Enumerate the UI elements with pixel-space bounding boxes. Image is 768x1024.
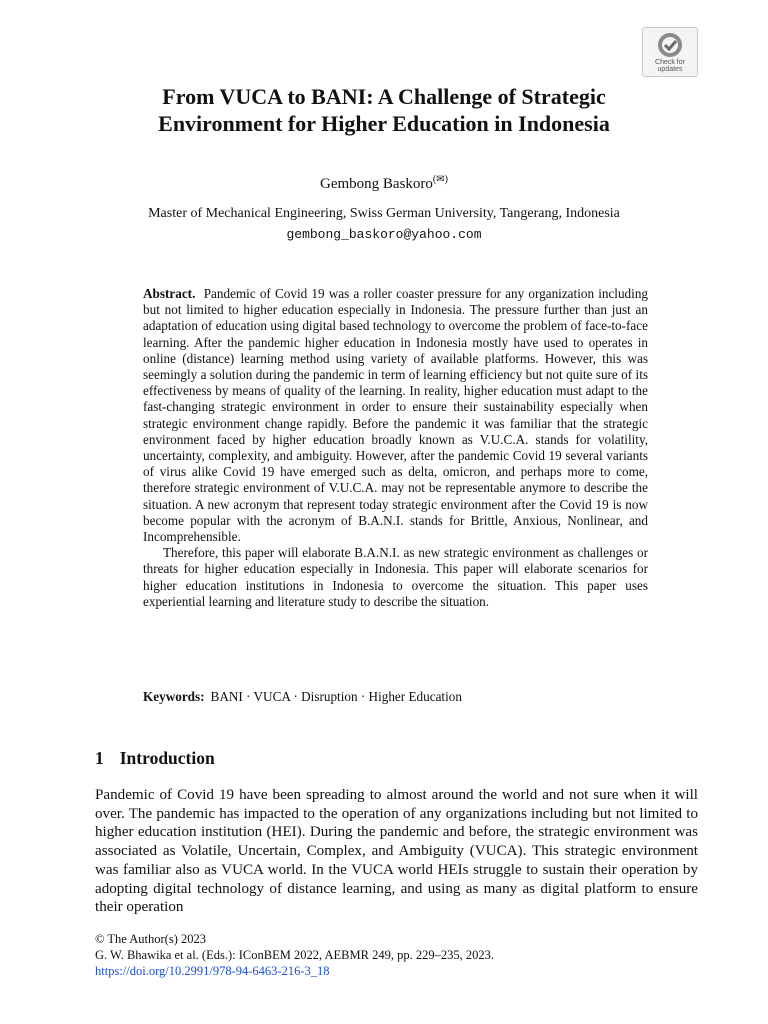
- author-email[interactable]: gembong_baskoro@yahoo.com: [286, 227, 482, 242]
- keywords-label: Keywords:: [143, 689, 205, 704]
- keywords-text: BANI · VUCA · Disruption · Higher Education: [210, 689, 462, 704]
- author-name: Gembong Baskoro: [320, 176, 433, 192]
- citation: G. W. Bhawika et al. (Eds.): IConBEM 2022, AEBMR 249, pp. 229–235, 2023.: [95, 948, 494, 962]
- keywords: [143, 689, 462, 705]
- title-line-2: Environment for Higher Education in Indonesia: [158, 111, 610, 136]
- abstract-paragraph-2: Therefore, this paper will elaborate B.A.N.I. as new strategic environment as challenges or threats for higher education especially in Indonesia. This paper will elaborate scenarios for higher education institutions in Indonesia to overcome the situation. This paper uses experiential learning and literature study to describe the situation.: [143, 545, 648, 609]
- title-line-1: From VUCA to BANI: A Challenge of Strategic: [162, 84, 606, 109]
- check-updates-icon: [656, 31, 684, 59]
- abstract-paragraph-1: [143, 286, 648, 545]
- section-number: 1: [95, 748, 104, 768]
- section-title: Introduction: [119, 748, 215, 768]
- badge-label-1: Check for: [655, 59, 685, 66]
- abstract: [143, 286, 648, 610]
- abstract-label: Abstract.: [143, 286, 196, 301]
- affiliation: Master of Mechanical Engineering, Swiss German University, Tangerang, Indonesia: [148, 206, 620, 221]
- abstract-text-1: Pandemic of Covid 19 was a roller coaster pressure for any organization including but not limited to higher education especially in Indonesia. The pressure further than just an adaptation of education using digital based technology to overcome the problem of face-to-face learning. After the pandemic higher education in Indonesia mostly have used to operates in online (distance) learning method using variety of available platforms. However, this was seemingly a solution during the pandemic in term of learning efficiency but not quite sure of its effectiveness by means of quality of the learning. In reality, higher education must adapt to the fast-changing strategic environment in order to ensure their sustainability especially when strategic environment change rapidly. Before the pandemic it was familiar that the strategic environment faced by higher education broadly known as V.U.C.A. stands for volatility, uncertainty, complexity, and ambiguity. However, after the pandemic Covid 19 several variants of virus alike Covid 19 have emerged such as delta, omicron, and perhaps more to come, therefore strategic environment of V.U.C.A. may not be representable anymore to describe the situation. A new acronym that represent today strategic environment after the Covid 19 is now become popular with the acronym of B.A.N.I. stands for Brittle, Anxious, Nonlinear, and Incomprehensible.: [143, 286, 649, 545]
- check-for-updates-badge[interactable]: [642, 27, 698, 77]
- footer: [95, 931, 494, 979]
- intro-paragraph: Pandemic of Covid 19 have been spreading to almost around the world and not sure when it will over. The pandemic has impacted to the operation of any organizations including but not limited to higher education institution (HEI). During the pandemic and before, the strategic environment was associated as Volatile, Uncertain, Complex, and Ambiguity (VUCA). This strategic environment was familiar also as VUCA world. In the VUCA world HEIs struggle to sustain their operation by adopting digital technology of distance learning, and using as many as digital platform to ensure their operation: [95, 787, 698, 916]
- copyright: © The Author(s) 2023: [95, 932, 206, 946]
- author: [0, 174, 768, 193]
- doi-link[interactable]: https://doi.org/10.2991/978-94-6463-216-3_18: [95, 964, 330, 978]
- author-email-mark: (✉): [432, 174, 448, 185]
- paper-title: [80, 83, 688, 137]
- badge-label-2: updates: [657, 66, 683, 73]
- section-heading: [95, 748, 215, 769]
